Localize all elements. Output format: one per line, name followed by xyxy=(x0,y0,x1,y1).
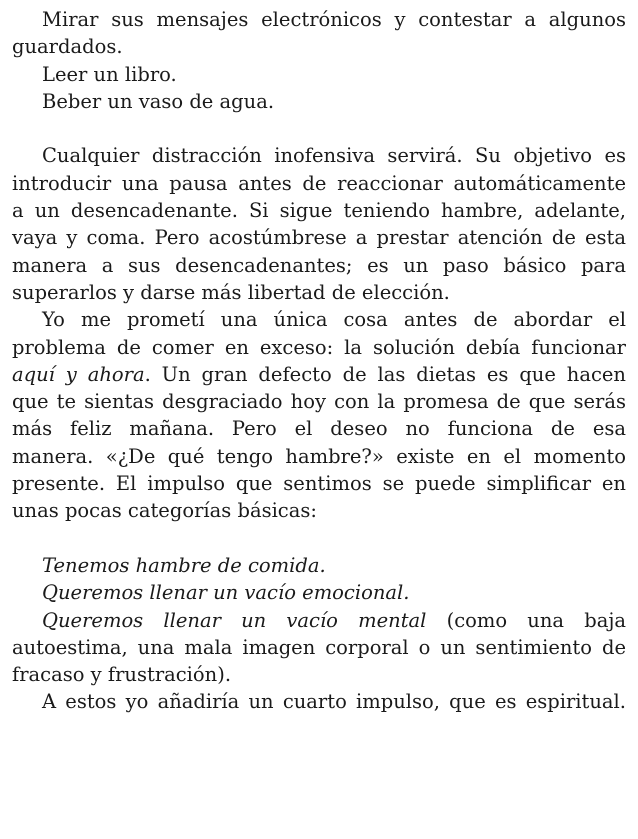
text-line: Mirar sus mensajes electrónicos y contestar a algunos xyxy=(42,8,626,31)
text-line: autoestima, una mala imagen corporal o un sentimiento de xyxy=(12,635,626,659)
paragraph-gap xyxy=(12,525,626,552)
text-line: problema de comer en exceso: la solución debía funcionar xyxy=(12,335,626,359)
paragraph-gap xyxy=(12,115,626,142)
text-fragment: . Un gran defecto de las dietas es que hacen xyxy=(144,362,626,386)
book-page xyxy=(12,6,626,716)
text-line xyxy=(12,552,626,579)
text-fragment: (como una baja xyxy=(426,608,626,632)
text-line: que te sientas desgraciado hoy con la promesa de que serás xyxy=(12,390,626,414)
text-line: superarlos y darse más libertad de elección. xyxy=(12,280,450,304)
emphasis-text: Queremos llenar un vacío emocional. xyxy=(42,581,410,605)
text-line: introducir una pausa antes de reaccionar automáticamente xyxy=(12,171,626,195)
text-line: presente. El impulso que sentimos se puede simplificar en xyxy=(12,472,626,496)
emphasis-text: Tenemos hambre de comida. xyxy=(42,553,326,577)
text-line: fracaso y frustración). xyxy=(12,663,232,687)
text-line: unas pocas categorías básicas: xyxy=(12,499,317,523)
text-line: Leer un libro. xyxy=(42,62,177,86)
text-line: Cualquier distracción inofensiva servirá. Su objetivo es xyxy=(42,144,626,168)
text-line: A estos yo añadiría un cuarto impulso, que es espiritual. xyxy=(42,690,626,714)
text-line xyxy=(12,607,626,634)
emphasis-text: aquí y ahora xyxy=(12,362,145,386)
text-line: a un desencadenante. Si sigue teniendo hambre, adelante, xyxy=(12,199,626,223)
text-line: manera. «¿De qué tengo hambre?» existe en el momento xyxy=(12,444,626,468)
text-line: guardados. xyxy=(12,35,123,59)
text-line: manera a sus desencadenantes; es un paso básico para xyxy=(12,253,626,277)
text-line: Yo me prometí una única cosa antes de abordar el xyxy=(42,308,626,332)
emphasis-text: Queremos llenar un vacío mental xyxy=(42,608,427,632)
text-line: vaya y coma. Pero acostúmbrese a prestar atención de esta xyxy=(12,226,626,250)
text-line: más feliz mañana. Pero el deseo no funciona de esa xyxy=(12,417,626,441)
text-line: Beber un vaso de agua. xyxy=(42,89,275,113)
text-line xyxy=(12,361,626,388)
text-line xyxy=(12,579,626,606)
